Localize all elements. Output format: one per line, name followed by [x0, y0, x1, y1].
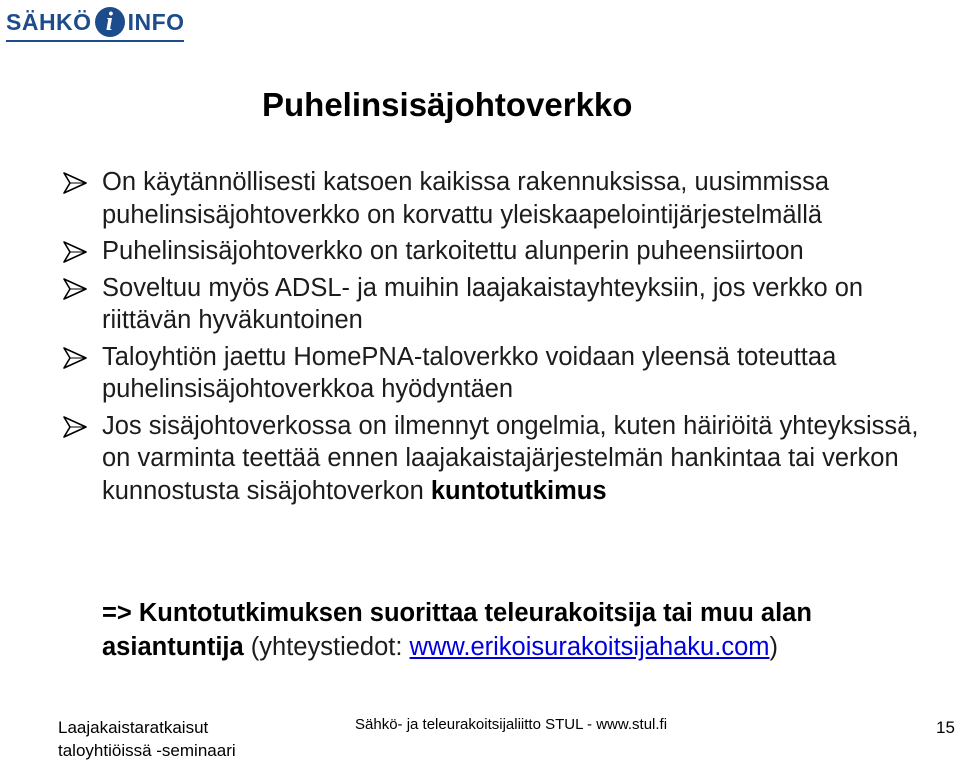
bullet-text: On käytännöllisesti katsoen kaikissa rakennuksissa, uusimmissa puhelinsisäjohtoverkko on korvattu yleiskaapelointijärjestelmällä [102, 168, 830, 229]
bullet-item [62, 166, 952, 231]
logo-underline [6, 40, 184, 42]
footer-organization: Sähkö- ja teleurakoitsijaliitto STUL - www.stul.fi [355, 716, 668, 733]
arrowhead-bullet-icon [62, 241, 88, 263]
info-i-icon: i [95, 7, 125, 37]
bullet-list [62, 166, 952, 511]
logo-right-text: INFO [127, 8, 185, 35]
bullet-bold: kuntotutkimus [430, 476, 607, 505]
bullet-item [62, 410, 952, 508]
arrowhead-bullet-icon [62, 278, 88, 300]
bullet-item [62, 341, 952, 406]
footer-event-name [58, 716, 236, 762]
conclusion-paren-close: ) [769, 633, 778, 661]
bullet-text: Taloyhtiön jaettu HomePNA-taloverkko voidaan yleensä toteuttaa puhelinsisäjohtoverkkoa hyödyntäen [102, 342, 837, 403]
conclusion-paren-open: (yhteystiedot: [243, 633, 410, 661]
sahko-info-logo [6, 4, 185, 40]
erikoisurakoitsijahaku-link[interactable]: www.erikoisurakoitsijahaku.com [409, 633, 770, 661]
arrowhead-bullet-icon [62, 172, 88, 194]
footer-left-line2: taloyhtiöissä -seminaari [58, 741, 236, 760]
conclusion-text [102, 596, 952, 664]
logo-left-text: SÄHKÖ [6, 8, 92, 35]
page-number: 15 [936, 718, 955, 737]
page-title: Puhelinsisäjohtoverkko [262, 86, 633, 123]
bullet-text: Jos sisäjohtoverkossa on ilmennyt ongelmia, kuten häiriöitä yhteyksissä, on varminta teettää ennen laajakaistajärjestelmän hankintaa tai verkon kunnostusta sisäjohtoverkon [102, 411, 919, 505]
arrowhead-bullet-icon [62, 416, 88, 438]
bullet-item [62, 272, 952, 337]
arrowhead-bullet-icon [62, 347, 88, 369]
bullet-item [62, 235, 952, 268]
conclusion-bold: => Kuntotutkimuksen suorittaa teleurakoitsija tai muu alan asiantuntija [102, 599, 812, 661]
footer-left-line1: Laajakaistaratkaisut [58, 718, 209, 737]
bullet-text: Puhelinsisäjohtoverkko on tarkoitettu alunperin puheensiirtoon [102, 237, 804, 265]
bullet-text: Soveltuu myös ADSL- ja muihin laajakaistayhteyksiin, jos verkko on riittävän hyväkuntoinen [102, 273, 864, 334]
